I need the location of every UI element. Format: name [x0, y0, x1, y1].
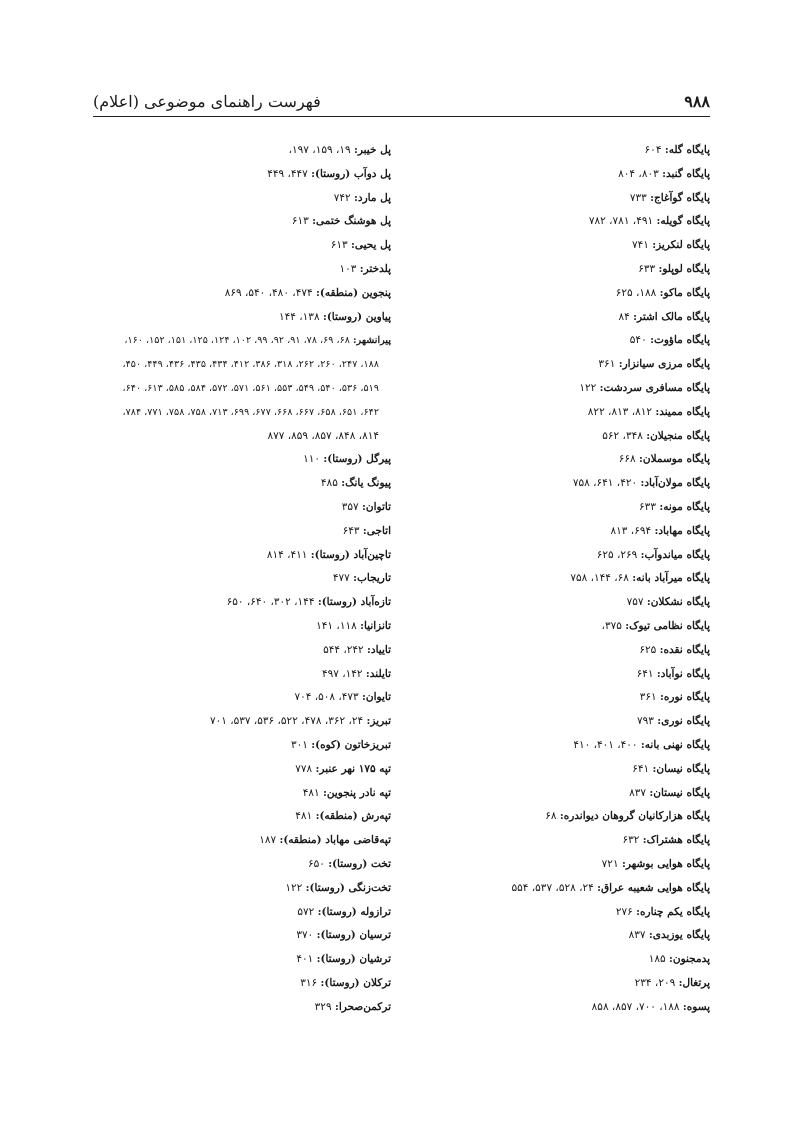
index-pages: ۴۸۱	[295, 810, 316, 823]
index-term: پل هوشنگ ختمی:	[312, 215, 391, 228]
index-pages: ۳۷۰	[296, 929, 317, 942]
index-term: ترکلان (روستا):	[320, 976, 391, 989]
index-entry	[410, 210, 710, 234]
running-header	[93, 90, 710, 116]
index-term: تاچین‌آباد (روستا):	[310, 548, 391, 561]
index-pages: ۷۲۱	[601, 857, 622, 870]
index-entry	[71, 758, 391, 782]
index-term: پایگاه نشکلان:	[646, 596, 710, 609]
index-term: ترکمن‌صحرا:	[334, 1000, 391, 1013]
index-entry	[71, 306, 391, 330]
index-term: تایوان:	[362, 691, 391, 704]
index-term: پایگاه گنبد:	[662, 167, 710, 180]
index-entry	[71, 567, 391, 591]
index-entry	[410, 663, 710, 687]
index-term: پایگاه مسافری سردشت:	[599, 381, 710, 394]
index-term: ترازوله (روستا):	[317, 905, 391, 918]
index-term: پایگاه نوری:	[657, 715, 710, 728]
index-term: پل دوآب (روستا):	[311, 167, 391, 180]
index-entry	[410, 853, 710, 877]
index-entry	[410, 639, 710, 663]
index-term: پایگاه ماؤوت:	[650, 334, 710, 347]
index-entry	[410, 758, 710, 782]
index-term: تپه‌قاضی مهاباد (منطقه):	[279, 834, 391, 847]
index-pages: ۲۴۲، ۵۴۴	[323, 643, 368, 656]
index-entry	[410, 139, 710, 163]
index-term: پیرانشهر:	[352, 335, 391, 347]
index-pages: ۶۴۳	[342, 524, 363, 537]
index-entry	[71, 544, 391, 568]
index-pages: ۶۱۳	[291, 215, 313, 228]
index-pages: ۳۴۸، ۵۶۲	[602, 429, 647, 442]
index-entry	[410, 734, 710, 758]
index-term: ترسیان (روستا):	[316, 929, 391, 942]
index-pages: ۶۳۳	[638, 262, 659, 275]
index-pages: ۴۴۷، ۴۴۹	[267, 167, 312, 180]
index-pages: ۲۴، ۵۲۸، ۵۳۷، ۵۵۴	[511, 881, 598, 894]
index-pages: ۸۰۳، ۸۰۴	[618, 167, 663, 180]
index-pages: ۸۱۴، ۸۴۸، ۸۵۷، ۸۵۹، ۸۷۷	[267, 429, 379, 442]
index-pages: ۶۸	[545, 810, 560, 823]
index-pages: ۱۴۲، ۴۹۷	[322, 667, 366, 680]
index-pages: ۱۱۰	[303, 453, 324, 466]
index-term: تاریجاب:	[353, 572, 391, 585]
index-term: پایگاه هشتراک:	[642, 834, 710, 847]
index-entry	[71, 639, 391, 663]
index-column-right	[410, 139, 710, 1019]
index-term: پایگاه نوره:	[660, 691, 710, 704]
index-entry	[410, 306, 710, 330]
index-pages: ۷۴۱	[631, 239, 653, 252]
index-entry	[71, 948, 391, 972]
index-entry	[410, 377, 710, 401]
index-entry	[71, 401, 391, 425]
index-pages: ۶۱۳	[330, 239, 351, 252]
index-term: تپه ۱۷۵ نهر عنبر:	[315, 762, 391, 775]
index-pages: ۷۹۳	[637, 715, 658, 728]
index-pages: ۳۱۶	[300, 976, 321, 989]
index-term: پایگاه یوزبدی:	[648, 929, 710, 942]
index-term: پایگاه هوایی بوشهر:	[621, 857, 710, 870]
index-pages: ۷۳۳	[629, 191, 651, 204]
index-pages: ۶۶۸	[618, 453, 640, 466]
index-pages: ۶۲۵	[639, 643, 660, 656]
index-term: تخت (روستا):	[328, 857, 391, 870]
index-entry	[71, 829, 391, 853]
index-term: پل مارد:	[354, 191, 391, 204]
index-term: پایگاه هوایی شعیبه عراق:	[597, 881, 710, 894]
index-entry	[410, 282, 710, 306]
index-entry	[410, 710, 710, 734]
index-pages: ۶۴۱	[632, 762, 653, 775]
index-entry	[410, 329, 710, 353]
index-pages: ۶۵۰	[307, 857, 329, 870]
index-term: پایگاه گله:	[664, 144, 710, 156]
index-entry	[71, 782, 391, 806]
index-term: پیونگ یانگ:	[341, 477, 391, 490]
index-entry	[71, 496, 391, 520]
index-term: ترشیان (روستا):	[316, 953, 391, 966]
index-entry	[71, 139, 391, 163]
index-entry	[71, 520, 391, 544]
index-entry	[410, 924, 710, 948]
index-term: تایلند:	[365, 667, 391, 680]
index-pages: ۶۸، ۶۹، ۷۸، ۹۱، ۹۲، ۹۹، ۱۰۲، ۱۲۴، ۱۲۵، ۱۵۱، ۱۵۲، ۱۶۰،	[124, 335, 353, 347]
index-entry	[71, 853, 391, 877]
index-entry	[410, 496, 710, 520]
index-pages: ۱۰۳	[339, 262, 360, 275]
index-term: پیرگل (روستا):	[323, 453, 391, 466]
index-entry	[71, 472, 391, 496]
index-term: تخت‌زنگی (روستا):	[305, 881, 391, 894]
index-entry	[410, 996, 710, 1020]
index-pages: ۶۹۴، ۸۱۳	[610, 524, 655, 537]
index-entry	[71, 425, 391, 449]
index-entry	[71, 996, 391, 1020]
index-term: پدمجنون:	[668, 953, 710, 966]
index-term: پایگاه مالک اشتر:	[633, 310, 710, 323]
index-term: پایگاه موسملان:	[639, 453, 710, 466]
index-term: پسوه:	[682, 1000, 710, 1013]
index-term: پل یحیی:	[350, 239, 391, 252]
index-pages: ۸۳۷	[629, 786, 650, 799]
index-term: پرتغال:	[678, 976, 710, 989]
index-term: پایگاه نظامی تیوک:	[625, 619, 710, 632]
index-entry	[410, 805, 710, 829]
index-term: تاییاد:	[367, 643, 391, 656]
index-entry	[71, 329, 391, 353]
index-entry	[71, 377, 391, 401]
index-pages: ۸۴	[618, 310, 634, 323]
index-pages: ۶۴۲، ۶۵۱، ۶۵۸، ۶۶۷، ۶۶۸، ۶۷۷، ۶۹۹، ۷۱۳، ۷۵۸، ۷۵۸، ۷۷۱، ۷۸۴،	[122, 406, 379, 418]
header-rule	[93, 116, 710, 117]
index-pages: ۱۳۸، ۱۴۴	[279, 310, 323, 323]
index-entry	[71, 163, 391, 187]
index-pages: ۴۸۵	[320, 477, 342, 490]
index-entry	[71, 805, 391, 829]
index-pages: ۶۴۱	[636, 667, 657, 680]
index-term: پایگاه گویله:	[656, 215, 710, 228]
index-term: پایگاه گوآغاج:	[650, 191, 710, 204]
index-pages: ۸۳۷	[628, 929, 649, 942]
index-term: پل خیبر:	[353, 144, 391, 156]
index-entry	[71, 615, 391, 639]
index-pages: ۳۰۱	[290, 738, 312, 751]
index-pages: ۳۶۱	[639, 691, 660, 704]
index-column-left	[71, 139, 391, 1019]
index-entry	[71, 710, 391, 734]
index-entry	[71, 591, 391, 615]
index-entry	[410, 472, 710, 496]
index-term: پایگاه منجیلان:	[646, 429, 710, 442]
index-pages: ۲۶۹، ۶۲۵	[596, 548, 641, 561]
index-entry	[71, 187, 391, 211]
index-pages: ۱۸۸، ۷۰۰، ۸۵۷، ۸۵۸	[591, 1000, 683, 1013]
index-pages: ۳۶۱	[598, 358, 619, 371]
index-term: تانزانیا:	[360, 619, 391, 632]
index-term: پنجوین (منطقه):	[315, 286, 391, 299]
running-title: فهرست راهنمای موضوعی (اعلام)	[93, 92, 321, 111]
index-pages: ۶۸، ۱۴۴، ۷۵۸	[570, 572, 633, 585]
index-term: پایگاه نیستان:	[649, 786, 710, 799]
index-pages: ۱۲۲	[285, 881, 306, 894]
index-term: پایگاه میاندوآب:	[640, 548, 710, 561]
index-entry	[410, 615, 710, 639]
index-pages: ۶۰۴	[644, 144, 665, 156]
index-entry	[71, 210, 391, 234]
index-term: پایگاه هزارکانیان گروهان دیواندره:	[559, 810, 710, 823]
index-entry	[410, 544, 710, 568]
index-entry	[410, 234, 710, 258]
index-term: پایگاه ماکو:	[659, 286, 710, 299]
index-pages: ۶۳۳	[639, 500, 660, 513]
index-pages: ۷۴۲	[333, 191, 355, 204]
index-entry	[410, 782, 710, 806]
index-entry	[410, 567, 710, 591]
index-pages: ۴۲۰، ۶۴۱، ۷۵۸	[572, 477, 641, 490]
index-entry	[71, 686, 391, 710]
index-pages: ۱۹، ۱۵۹، ۱۹۷،	[288, 144, 354, 156]
index-pages: ۴۷۳، ۵۰۸، ۷۰۴	[294, 691, 363, 704]
index-entry	[71, 901, 391, 925]
index-entry	[71, 258, 391, 282]
index-pages: ۶۳۲	[622, 834, 643, 847]
index-entry	[410, 163, 710, 187]
index-entry	[410, 948, 710, 972]
index-term: پایگاه مرزی سیانزار:	[618, 358, 710, 371]
index-entry	[410, 877, 710, 901]
index-pages: ۱۸۸، ۶۲۵	[615, 286, 660, 299]
index-pages: ۵۴۰	[629, 334, 651, 347]
index-entry	[410, 829, 710, 853]
page-number: ۹۸۸	[684, 92, 710, 111]
index-pages: ۸۱۲، ۸۱۳، ۸۲۲	[587, 405, 656, 418]
index-term: پایگاه یکم چناره:	[636, 905, 710, 918]
index-term: پایگاه نوآباد:	[656, 667, 710, 680]
index-pages: ۲۰۹، ۲۳۴	[634, 976, 679, 989]
index-entry	[410, 591, 710, 615]
index-entry	[410, 353, 710, 377]
index-term: تاتوان:	[362, 500, 391, 513]
index-term: تپه‌رش (منطقه):	[315, 810, 391, 823]
index-entry	[71, 282, 391, 306]
index-term: اتاجی:	[362, 524, 391, 537]
index-pages: ۴۱۱، ۸۱۴	[266, 548, 311, 561]
index-pages: ۲۴، ۳۶۲، ۴۷۸، ۵۲۲، ۵۳۶، ۵۳۷، ۷۰۱	[209, 715, 367, 728]
index-pages: ۱۸۷	[259, 834, 280, 847]
index-entry	[71, 734, 391, 758]
index-pages: ۱۸۸، ۲۴۷، ۲۶۰، ۲۶۲، ۳۱۸، ۳۸۶، ۴۱۲، ۴۳۴، ۴۳۵، ۴۳۶، ۴۴۹، ۴۵۰،	[122, 359, 379, 371]
index-term: پایگاه نیسان:	[652, 762, 710, 775]
index-term: پایگاه لنکریز:	[652, 239, 710, 252]
index-entry	[71, 353, 391, 377]
index-pages: ۳۷۵،	[601, 619, 626, 632]
index-pages: ۵۷۲	[297, 905, 318, 918]
index-entry	[71, 234, 391, 258]
index-entry	[410, 401, 710, 425]
index-pages: ۷۵۷	[626, 596, 647, 609]
index-entry	[71, 663, 391, 687]
index-term: پایگاه نهنی بانه:	[640, 738, 710, 751]
index-pages: ۴۰۱	[296, 953, 317, 966]
index-entry	[410, 520, 710, 544]
index-entry	[71, 924, 391, 948]
index-pages: ۴۰۰، ۴۰۱، ۴۱۰	[573, 738, 641, 751]
index-term: پایگاه مهاباد:	[654, 524, 710, 537]
index-term: پلدختر:	[359, 262, 391, 275]
index-pages: ۳۵۷	[341, 500, 363, 513]
index-term: تازه‌آباد (روستا):	[317, 596, 391, 609]
index-term: تبریز:	[366, 715, 391, 728]
index-pages: ۴۷۴، ۴۸۰، ۵۴۰، ۸۶۹	[224, 286, 316, 299]
index-term: پایگاه مولان‌آباد:	[640, 477, 710, 490]
index-pages: ۴۸۱	[302, 786, 324, 799]
index-term: تپه نادر پنجوین:	[323, 786, 391, 799]
index-entry	[71, 972, 391, 996]
index-term: پایگاه میرآباد بانه:	[632, 572, 710, 585]
index-entry	[410, 425, 710, 449]
index-entry	[71, 877, 391, 901]
index-pages: ۱۱۸، ۱۴۱	[316, 619, 361, 632]
index-term: پیاوین (روستا):	[322, 310, 391, 323]
index-entry	[410, 686, 710, 710]
index-pages: ۱۴۴، ۳۰۲، ۶۴۰، ۶۵۰	[226, 596, 318, 609]
index-term: پایگاه ممیند:	[655, 405, 710, 418]
index-pages: ۵۱۹، ۵۳۶، ۵۴۰، ۵۴۹، ۵۵۳، ۵۶۱، ۵۷۱، ۵۷۲، ۵۸۴، ۵۸۵، ۶۱۳، ۶۴۰،	[122, 382, 379, 394]
index-term: پایگاه نقده:	[659, 643, 710, 656]
index-term: پایگاه مونه:	[659, 500, 710, 513]
index-term: پایگاه لوپلو:	[658, 262, 710, 275]
index-entry	[71, 448, 391, 472]
index-entry	[410, 448, 710, 472]
index-pages: ۱۲۲	[579, 381, 600, 394]
index-pages: ۲۷۶	[615, 905, 637, 918]
index-pages: ۴۷۷	[332, 572, 354, 585]
index-pages: ۴۹۱، ۷۸۱، ۷۸۲	[588, 215, 657, 228]
index-entry	[410, 901, 710, 925]
index-entry	[410, 972, 710, 996]
index-entry	[410, 258, 710, 282]
index-pages: ۱۸۵	[648, 953, 669, 966]
index-pages: ۷۷۸	[295, 762, 316, 775]
index-term: تبریزخاتون (کوه):	[311, 738, 391, 751]
index-pages: ۳۲۹	[314, 1000, 335, 1013]
index-entry	[410, 187, 710, 211]
